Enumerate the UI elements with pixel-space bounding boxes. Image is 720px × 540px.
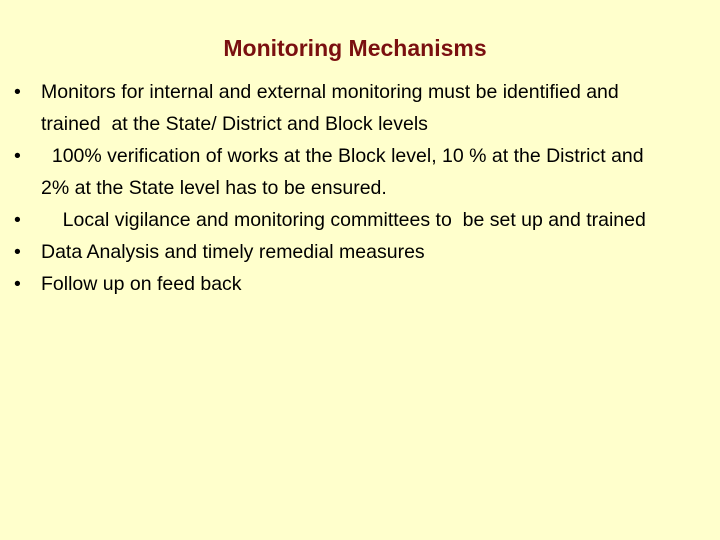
bullet-text: Monitors for internal and external monitoring must be identified and trained at the State/ District and Block levels [41, 81, 625, 135]
bullet-text: Follow up on feed back [41, 273, 242, 295]
bullet-item [14, 76, 674, 140]
slide-title: Monitoring Mechanisms [223, 35, 487, 61]
bullet-text: Data Analysis and timely remedial measures [41, 241, 425, 263]
bullet-text: 100% verification of works at the Block level, 10 % at the District and 2% at the State level has to be ensured. [41, 145, 650, 199]
bullet-item [14, 204, 674, 236]
bullet-icon: • [14, 241, 21, 263]
bullet-icon: • [14, 81, 21, 103]
bullet-item [14, 268, 674, 300]
bullet-list [14, 76, 674, 300]
bullet-icon: • [14, 209, 21, 231]
bullet-icon: • [14, 145, 21, 167]
bullet-item [14, 236, 674, 268]
bullet-text: Local vigilance and monitoring committees to be set up and trained [41, 209, 646, 231]
bullet-item [14, 140, 674, 204]
bullet-icon: • [14, 273, 21, 295]
